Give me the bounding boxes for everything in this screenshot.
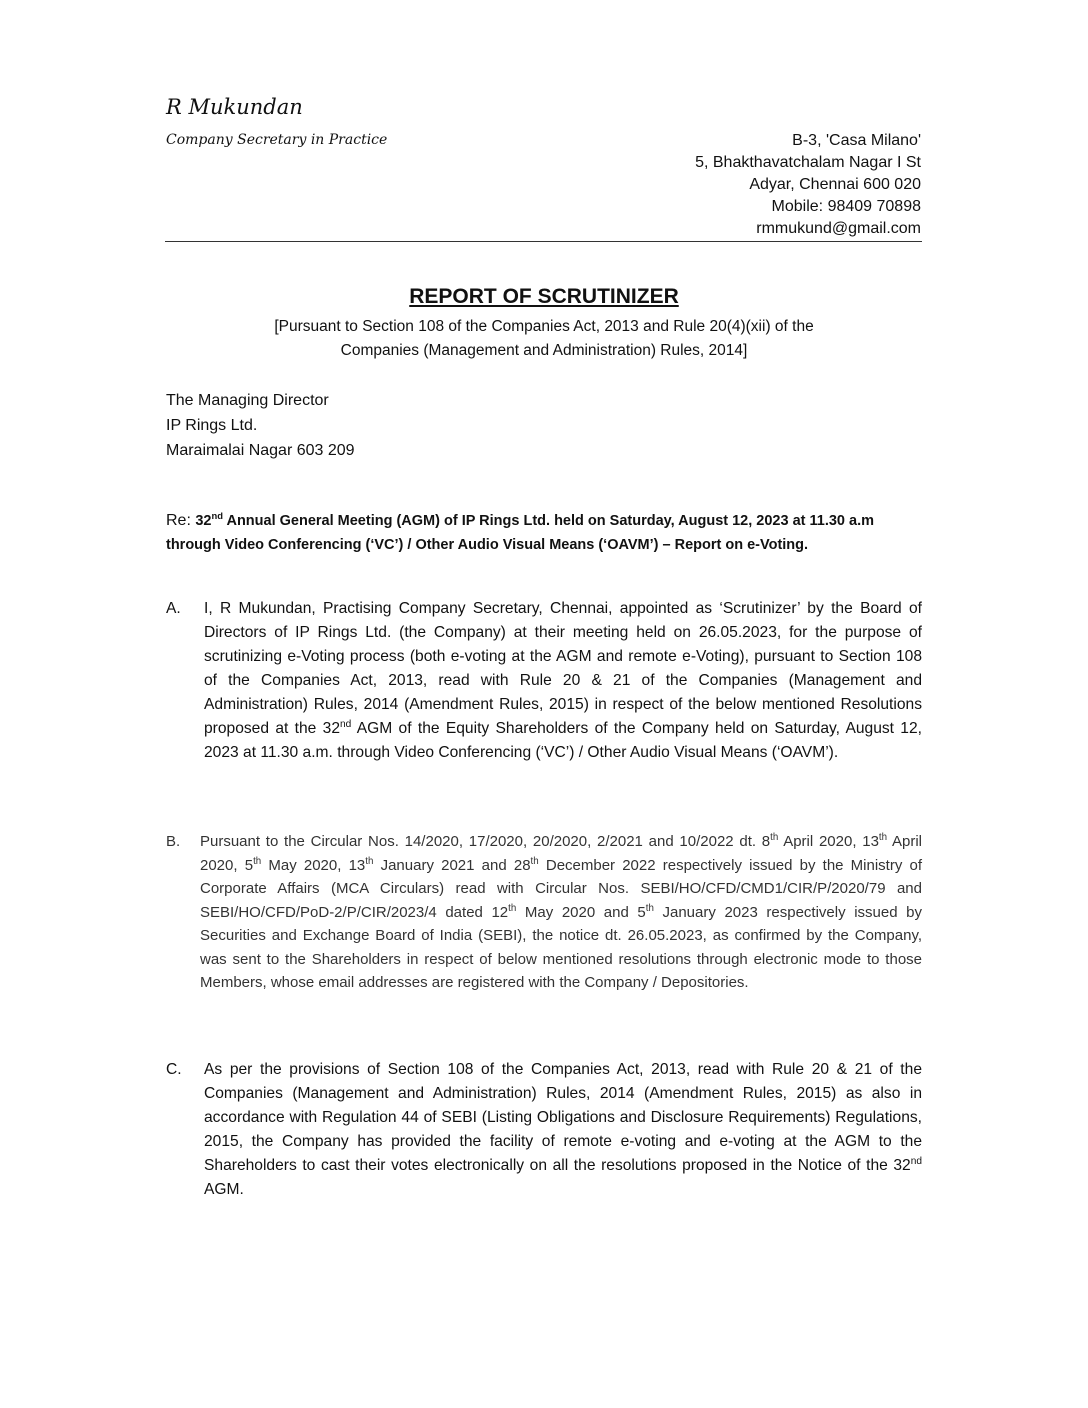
paragraph-text	[204, 1058, 922, 1202]
address-email: rmmukund@gmail.com	[756, 220, 921, 237]
superscript: th	[365, 855, 374, 867]
text-run: Pursuant to the Circular Nos. 14/2020, 17/2020, 20/2020, 2/2021 and 10/2022 dt. 8	[200, 833, 771, 850]
address-line: B-3, 'Casa Milano'	[792, 132, 921, 149]
address-mobile: Mobile: 98409 70898	[771, 198, 921, 215]
paragraph-marker: A.	[166, 600, 181, 617]
text-run: January 2021 and 28	[373, 856, 531, 874]
superscript: nd	[340, 718, 352, 730]
text-run: January 2023 respectively issued by Securities and Exchange Board of India (SEBI), the notice dt. 26.05.2023, as confirmed by the Company, was sent to the Shareholders in respect of below mentioned resolutions through electronic mode to those Members, whose email addresses are registered with the Company / Depositories.	[200, 903, 922, 991]
letterhead-designation: Company Secretary in Practice	[166, 132, 388, 148]
paragraph-marker: C.	[166, 1061, 182, 1078]
text-run: AGM of the Equity Shareholders of the Company held on Saturday, August 12, 2023 at 11.30 a.m. through Video Conferencing (‘VC’) / Other Audio Visual Means (‘OAVM’).	[204, 720, 922, 761]
superscript: th	[253, 855, 262, 867]
superscript: th	[878, 832, 888, 843]
letterhead-divider	[165, 241, 922, 242]
address-line: 5, Bhakthavatchalam Nagar I St	[695, 154, 921, 171]
report-title: REPORT OF SCRUTINIZER	[409, 285, 679, 308]
subject-ordinal: 32	[195, 513, 212, 529]
letterhead-name: R Mukundan	[166, 95, 303, 119]
subject-line	[166, 509, 922, 557]
text-run: AGM.	[204, 1181, 244, 1198]
text-run: May 2020, 13	[261, 856, 366, 874]
superscript: th	[645, 902, 654, 914]
paragraph-c	[166, 1058, 922, 1202]
addressee-line: IP Rings Ltd.	[166, 417, 258, 434]
text-run: April 2020, 13	[778, 833, 879, 850]
superscript: th	[530, 855, 539, 867]
text-run: As per the provisions of Section 108 of the Companies Act, 2013, read with Rule 20 & 21 of the Companies (Management and Administration) Rules, 2014 (Amendment Rules, 2015) as also in accordance with Regulation 44 of SEBI (Listing Obligations and Disclosure Requirements) Regulations, 2015, the Company has provided the facility of remote e-voting and e-voting at the AGM to the Shareholders to cast their votes electronically on all the resolutions proposed in the Notice of the 32	[204, 1061, 922, 1174]
superscript: nd	[910, 1155, 922, 1167]
subject-label: Re:	[166, 512, 196, 529]
text-run: I, R Mukundan, Practising Company Secretary, Chennai, appointed as ‘Scrutinizer’ by the Board of Directors of IP Rings Ltd. (the Company) at their meeting held on 26.05.2023, for the purpose of scrutinizing e-Voting process (both e-voting at the AGM and remote e-Voting), pursuant to Section 108 of the Companies Act, 2013, read with Rule 20 & 21 of the Companies (Management and Administration) Rules, 2014 (Amendment Rules, 2015) in respect of the below mentioned Resolutions proposed at the 32	[204, 600, 922, 737]
addressee-line: The Managing Director	[166, 392, 329, 409]
addressee-line: Maraimalai Nagar 603 209	[166, 442, 355, 459]
text-run: April 2020, 5	[200, 833, 922, 874]
text-run: May 2020 and 5	[516, 903, 646, 921]
superscript: th	[508, 902, 517, 914]
report-subtitle	[0, 315, 1088, 363]
superscript: th	[770, 832, 779, 843]
subtitle-line: [Pursuant to Section 108 of the Companies Act, 2013 and Rule 20(4)(xii) of the	[274, 318, 814, 335]
addressee-block	[166, 388, 355, 463]
subject-text: Annual General Meeting (AGM) of IP Rings Ltd. held on Saturday, August 12, 2023 at 11.30 a.m through Video Conferencing (‘VC’) / Other Audio Visual Means (‘OAVM’) – Report on e-Voting.	[166, 513, 875, 553]
paragraph-text	[200, 830, 922, 995]
text-run: December 2022 respectively issued by the Ministry of Corporate Affairs (MCA Circulars) read with Circular Nos. SEBI/HO/CFD/CMD1/CIR/P/2020/79 and SEBI/HO/CFD/PoD-2/P/CIR/2023/4 dated 12	[200, 856, 923, 921]
subtitle-line: Companies (Management and Administration) Rules, 2014]	[340, 342, 748, 359]
letterhead-address	[695, 130, 921, 240]
paragraph-b	[166, 830, 922, 995]
address-line: Adyar, Chennai 600 020	[749, 176, 921, 193]
paragraph-marker: B.	[166, 833, 181, 850]
paragraph-text	[204, 597, 922, 765]
subject-ordinal-suffix: nd	[211, 510, 223, 522]
paragraph-a	[166, 597, 922, 765]
